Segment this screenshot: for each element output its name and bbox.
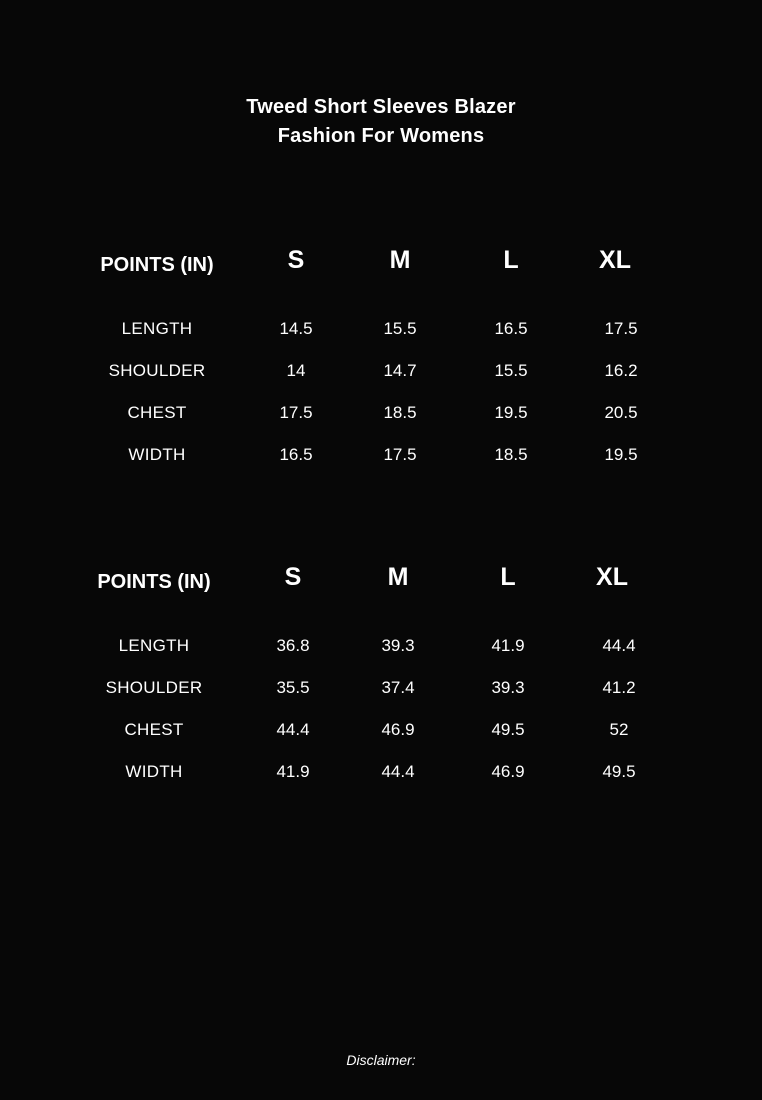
row-label-length: LENGTH [118, 636, 190, 655]
table-cell: 14.7 [383, 361, 417, 380]
row-label-chest: CHEST [124, 720, 184, 739]
header-size-xl: XL [596, 563, 628, 591]
table-cell: 37.4 [381, 678, 415, 697]
table-cell: 44.4 [276, 720, 310, 739]
header-size-m: M [389, 246, 411, 274]
table-cell: 16.2 [604, 361, 638, 380]
table-cell: 17.5 [279, 403, 313, 422]
table-cell: 36.8 [276, 636, 310, 655]
table-cell: 39.3 [381, 636, 415, 655]
table-cell: 44.4 [381, 762, 415, 781]
table-cell: 18.5 [494, 445, 528, 464]
table-cell: 15.5 [494, 361, 528, 380]
table-cell: 41.9 [491, 636, 525, 655]
disclaimer: Disclaimer: [346, 1052, 416, 1068]
table-cell: 14.5 [279, 319, 313, 338]
header-size-m: M [387, 563, 409, 591]
row-label-shoulder: SHOULDER [105, 678, 203, 697]
header-size-xl: XL [599, 246, 631, 274]
table-cell: 17.5 [383, 445, 417, 464]
table-cell: 49.5 [491, 720, 525, 739]
header-size-s: S [284, 563, 302, 591]
table-cell: 14 [286, 361, 306, 380]
table-cell: 39.3 [491, 678, 525, 697]
title-line-1: Tweed Short Sleeves Blazer [246, 96, 516, 118]
table-cell: 20.5 [604, 403, 638, 422]
table-cell: 18.5 [383, 403, 417, 422]
table-cell: 52 [609, 720, 629, 739]
header-points: POINTS (IN) [97, 571, 211, 593]
table-cell: 44.4 [602, 636, 636, 655]
row-label-chest: CHEST [127, 403, 187, 422]
row-label-shoulder: SHOULDER [108, 361, 206, 380]
header-size-l: L [503, 246, 519, 274]
table-cell: 16.5 [494, 319, 528, 338]
table-cell: 46.9 [491, 762, 525, 781]
table-cell: 19.5 [604, 445, 638, 464]
size-table-1 [0, 244, 762, 484]
table-cell: 17.5 [604, 319, 638, 338]
header-points: POINTS (IN) [100, 254, 214, 276]
title-line-2: Fashion For Womens [277, 125, 485, 147]
table-cell: 49.5 [602, 762, 636, 781]
table-cell: 41.2 [602, 678, 636, 697]
table-cell: 15.5 [383, 319, 417, 338]
header-size-l: L [500, 563, 516, 591]
table-cell: 46.9 [381, 720, 415, 739]
table-cell: 19.5 [494, 403, 528, 422]
table-cell: 16.5 [279, 445, 313, 464]
page-title [0, 93, 762, 151]
size-table-2 [0, 561, 762, 801]
row-label-width: WIDTH [128, 445, 186, 464]
header-size-s: S [287, 246, 305, 274]
row-label-width: WIDTH [125, 762, 183, 781]
row-label-length: LENGTH [121, 319, 193, 338]
table-cell: 41.9 [276, 762, 310, 781]
table-cell: 35.5 [276, 678, 310, 697]
